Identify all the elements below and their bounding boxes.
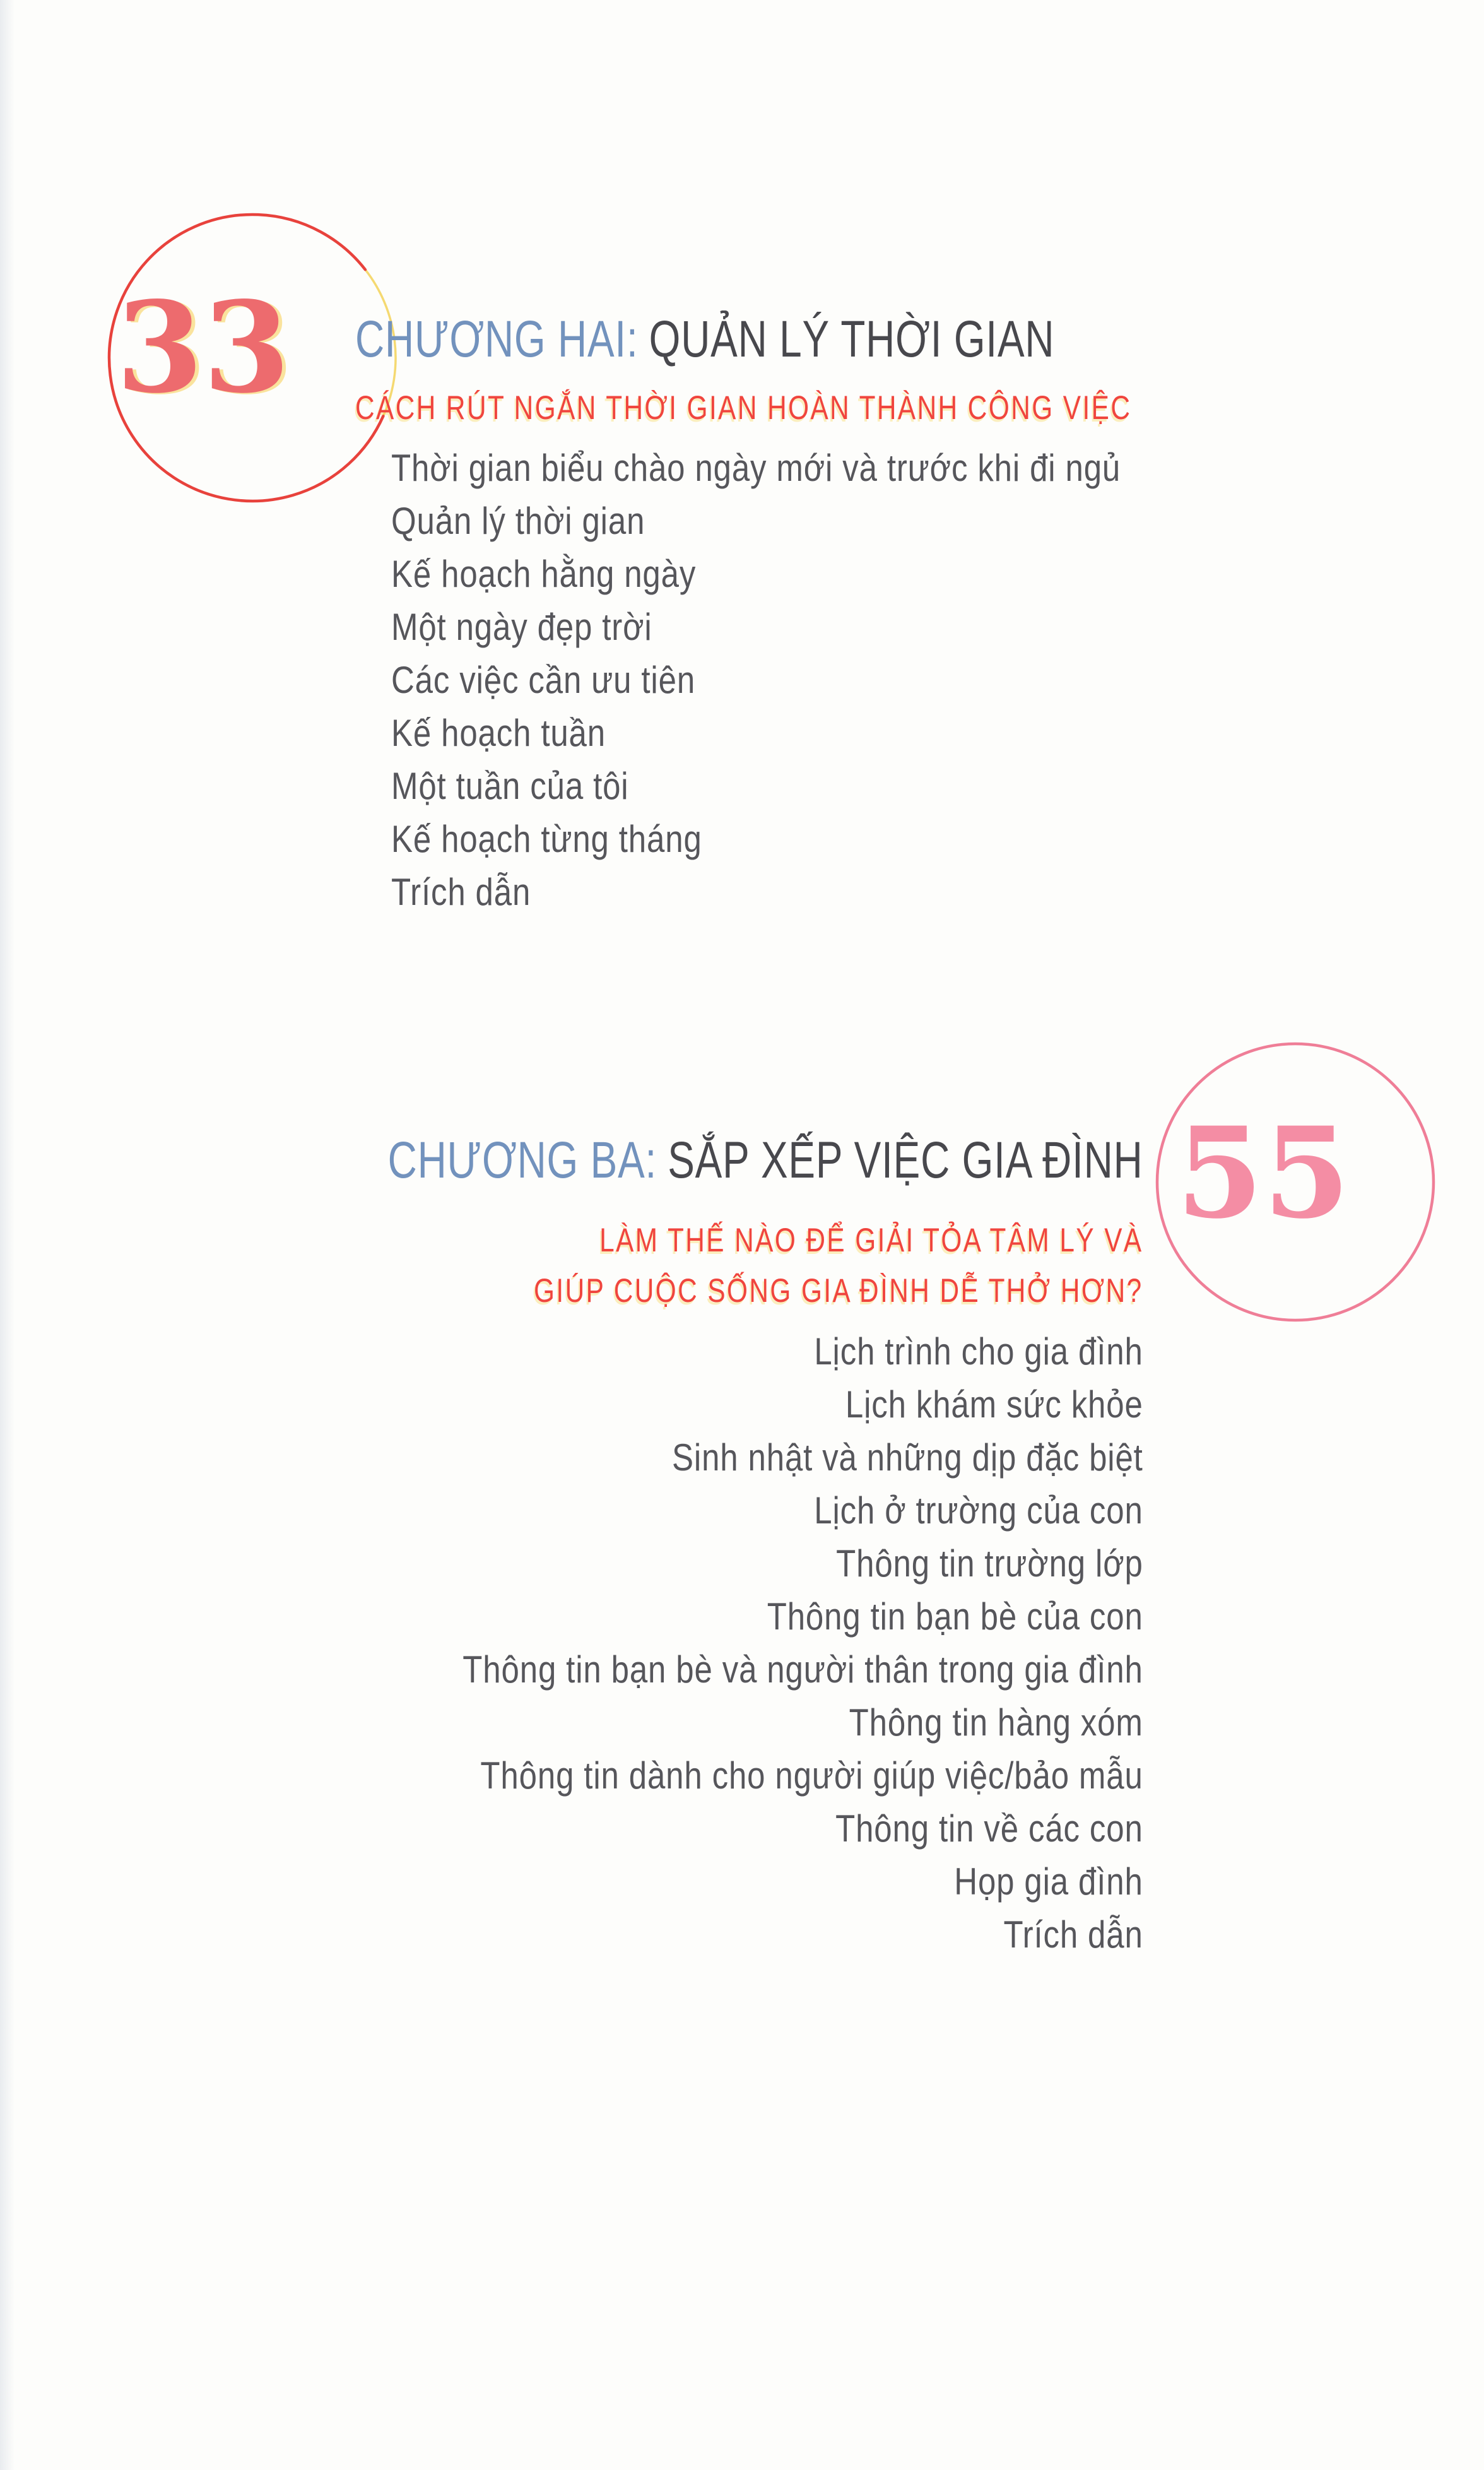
toc-item: Thông tin bạn bè và người thân trong gia đình (462, 1648, 1143, 1691)
chapter-three-name: SẮP XẾP VIỆC GIA ĐÌNH (668, 1132, 1143, 1189)
toc-item: Thông tin dành cho người giúp việc/bảo mẫu (480, 1754, 1143, 1797)
chapter-three-subtitle-line1: LÀM THẾ NÀO ĐỂ GIẢI TỎA TÂM LÝ VÀ (599, 1222, 1143, 1259)
toc-item: Thông tin bạn bè của con (767, 1595, 1143, 1638)
toc-item: Kế hoạch hằng ngày (391, 553, 697, 595)
toc-item: Lịch khám sức khỏe (845, 1383, 1143, 1426)
chapter-three-header (175, 1132, 1143, 1316)
toc-item: Kế hoạch từng tháng (391, 818, 702, 860)
toc-item: Các việc cần ưu tiên (391, 659, 696, 701)
chapter-three-label: CHƯƠNG BA: (387, 1132, 657, 1189)
chapter-two-page-number: 33 (116, 274, 290, 421)
chapter-two-title (355, 310, 1112, 368)
toc-item: Thời gian biểu chào ngày mới và trước khi đi ngủ (391, 447, 1121, 489)
toc-item: Thông tin trường lớp (836, 1542, 1143, 1585)
toc-item: Thông tin về các con (835, 1807, 1143, 1850)
chapter-two-name: QUẢN LÝ THỜI GIAN (649, 310, 1055, 368)
toc-item: Trích dẫn (1003, 1913, 1143, 1956)
toc-item: Lịch ở trường của con (814, 1489, 1143, 1532)
chapter-two-header (355, 310, 1326, 434)
toc-item: Quản lý thời gian (391, 500, 645, 542)
toc-item: Họp gia đình (954, 1860, 1143, 1903)
toc-item: Một ngày đẹp trời (391, 606, 652, 648)
toc-item: Lịch trình cho gia đình (814, 1330, 1143, 1373)
toc-item: Thông tin hàng xóm (849, 1701, 1143, 1744)
chapter-three-page-number: 55 (1176, 1099, 1350, 1246)
chapter-three-toc-list (463, 1325, 1143, 1961)
toc-item: Sinh nhật và những dịp đặc biệt (672, 1436, 1143, 1479)
chapter-three-title (387, 1132, 1143, 1189)
chapter-two-subtitle: CÁCH RÚT NGẮN THỜI GIAN HOÀN THÀNH CÔNG VIỆC (355, 389, 1132, 427)
toc-item: Kế hoạch tuần (391, 712, 606, 754)
toc-item: Trích dẫn (391, 871, 531, 913)
chapter-three-subtitle-line2: GIÚP CUỘC SỐNG GIA ĐÌNH DỄ THỞ HƠN? (534, 1272, 1143, 1309)
scan-edge-shadow (0, 0, 16, 2470)
chapter-two-toc-list (391, 442, 1121, 919)
toc-item: Một tuần của tôi (391, 765, 629, 807)
chapter-two-label: CHƯƠNG HAI: (355, 310, 639, 368)
